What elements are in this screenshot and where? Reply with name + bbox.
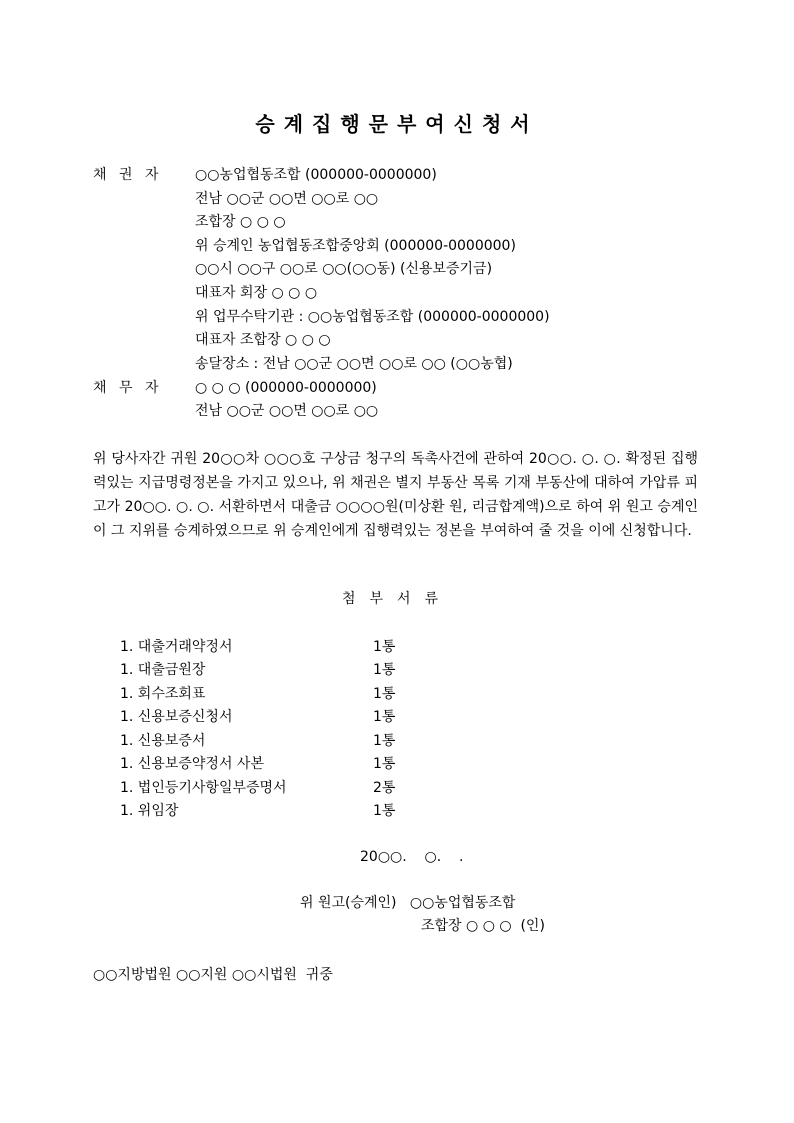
creditor-line: 대표자 회장 ○ ○ ○ [195, 285, 318, 301]
creditor-line: 위 승계인 농업협동조합중앙회 (000000-0000000) [195, 238, 516, 254]
attachment-quantity: 1통 [373, 686, 396, 702]
attachment-name: 1. 법인등기사항일부증명서 [120, 780, 287, 796]
court-addressee: ○○지방법원 ○○지원 ○○시법원 귀중 [93, 967, 333, 983]
debtor-line: 전남 ○○군 ○○면 ○○로 ○○ [195, 403, 379, 419]
creditor-line: ○○시 ○○구 ○○로 ○○(○○동) (신용보증기금) [195, 261, 493, 277]
attachment-name: 1. 신용보증신청서 [120, 709, 233, 725]
creditor-label: 채 권 자 [93, 167, 163, 183]
document-title: 승계집행문부여신청서 [255, 112, 539, 136]
attachment-name: 1. 위임장 [120, 803, 179, 819]
attachment-name: 1. 대출금원장 [120, 662, 206, 678]
debtor-label: 채 무 자 [93, 380, 163, 396]
creditor-line: 대표자 조합장 ○ ○ ○ [195, 332, 331, 348]
attachment-quantity: 1통 [373, 709, 396, 725]
applicant-line: 위 원고(승계인) ○○농업협동조합 [300, 895, 516, 911]
attachment-quantity: 1통 [373, 639, 396, 655]
attachment-name: 1. 대출거래약정서 [120, 639, 233, 655]
attachment-name: 1. 회수조회표 [120, 686, 206, 702]
attachment-quantity: 1통 [373, 662, 396, 678]
creditor-line: 위 업무수탁기관 : ○○농업협동조합 (000000-0000000) [195, 309, 550, 325]
attachment-quantity: 1통 [373, 803, 396, 819]
attachment-name: 1. 신용보증약정서 사본 [120, 756, 264, 772]
creditor-line: 조합장 ○ ○ ○ [195, 214, 286, 230]
debtor-line: ○ ○ ○ (000000-0000000) [195, 380, 377, 396]
attachment-name: 1. 신용보증서 [120, 733, 206, 749]
attachment-quantity: 1통 [373, 733, 396, 749]
attachment-quantity: 1통 [373, 756, 396, 772]
filing-date: 20○○. ○. . [360, 849, 464, 865]
creditor-line: 전남 ○○군 ○○면 ○○로 ○○ [195, 191, 379, 207]
representative-signature-line: 조합장 ○ ○ ○ (인) [421, 918, 545, 934]
creditor-line: ○○농업협동조합 (000000-0000000) [195, 167, 437, 183]
attachment-quantity: 2통 [373, 780, 396, 796]
request-body-paragraph: 위 당사자간 귀원 20○○차 ○○○호 구상금 청구의 독촉사건에 관하여 20○○. ○. ○. 확정된 집행력있는 지급명령정본을 가지고 있으나, 위 채권은 별지 부동산 목록 기재 부동산에 대하여 가압류 피고가 20○○. ○. ○. 서환하면서 대출금 ○○○○원(미상환 원, 리금합계액)으로 하여 위 원고 승계인이 그 지위를 승계하였으므로 위 승계인에게 집행력있는 정본을 부여하여 줄 것을 이에 신청합니다. [93, 451, 698, 539]
attachments-heading: 첨부서류 [341, 591, 453, 607]
creditor-line: 송달장소 : 전남 ○○군 ○○면 ○○로 ○○ (○○농협) [195, 356, 513, 372]
